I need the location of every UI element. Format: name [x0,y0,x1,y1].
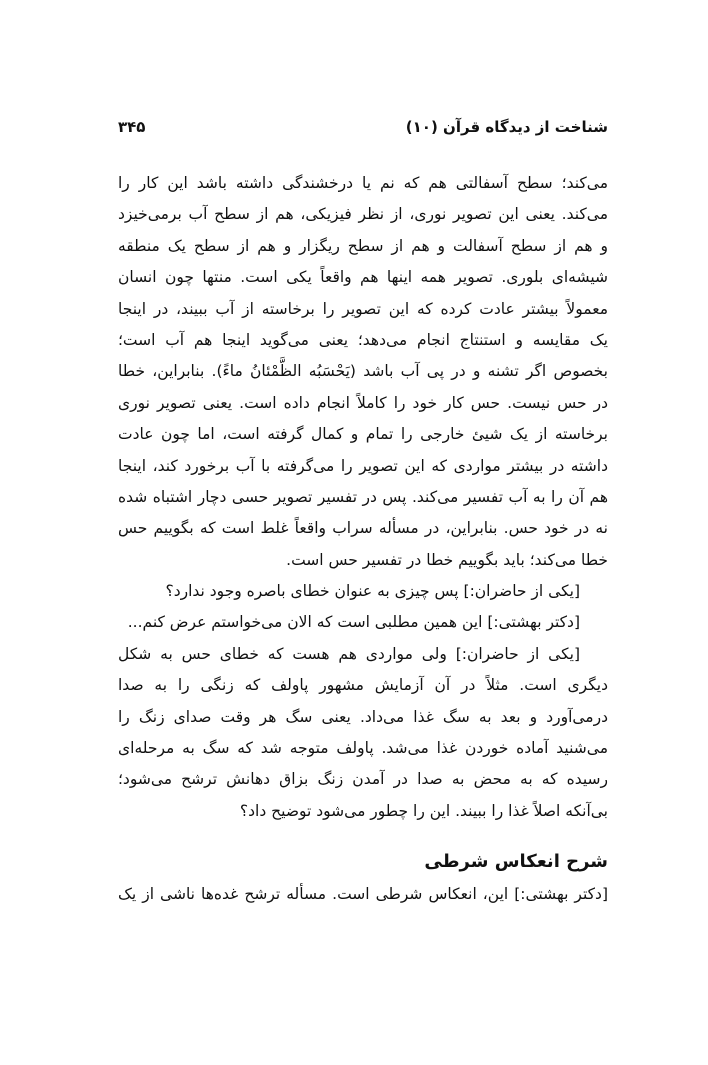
spacer [118,827,608,845]
text-line: دیگری است. مثلاً در آن آزمایش مشهور پاولف که زنگی را به صدا [118,676,608,695]
text-line: بی‌آنکه اصلاً غذا را ببیند. این را چطور می‌شود توضیح داد؟ [239,801,608,820]
text-line: شیشه‌ای بلوری. تصویر همه اینها هم واقعاً یکی است. منتها چون انسان [118,268,608,287]
text-line: خطا می‌کند؛ باید بگوییم خطا در تفسیر حس است. [286,550,608,569]
paragraph [118,639,608,827]
text-line: می‌کند؛ سطح آسفالتی هم که نم یا درخشندگی داشته باشد این کار را [118,174,608,192]
text-line: در حس نیست. حس کار خود را کاملاً انجام داده است. یعنی تصویر نوری [118,393,608,412]
text-line: معمولاً بیشتر عادت کرده که این تصویر را برخاسته از آب ببیند، در اینجا [118,299,608,318]
text-line: [یکی از حاضران:] ولی مواردی هم هست که خطای حس به شکل [118,644,580,663]
dialogue-line: [دکتر بهشتی:] این همین مطلبی است که الان می‌خواستم عرض کنم... [127,613,580,632]
text-line: بخصوص اگر تشنه و در پی آب باشد (یَحْسَبُه الظَّمْئانُ ماءً). بنابراین، خطا [118,362,608,381]
text-line: برخاسته از یک شیئ خارجی را تمام و کمال گرفته است، اما چون عادت [118,425,608,444]
text-line: می‌شنید آماده خوردن غذا می‌شد. پاولف متوجه شد که سگ به مرحله‌ای [118,739,608,758]
text-line: می‌کند. یعنی این تصویر نوری، از نظر فیزیکی، هم از سطح آب برمی‌خیزد [118,205,608,224]
dialogue-line: [یکی از حاضران:] پس چیزی به عنوان خطای باصره وجود ندارد؟ [165,582,580,601]
text-line: درمی‌آورد و بعد به سگ غذا می‌داد. یعنی سگ هر وقت صدای زنگ را [118,707,608,726]
text-line: یک مقایسه و استنتاج انجام می‌دهد؛ یعنی می‌گوید اینجا هم آب است؛ [118,330,608,349]
text-line: هم آن را به آب تفسیر می‌کند. پس در تفسیر تصویر حسی دچار اشتباه شده [118,487,608,506]
running-header-title: شناخت از دیدگاه قرآن (۱۰) [405,118,608,136]
text-line: رسیده که به محض به صدا در آمدن زنگ بزاق دهانش ترشح می‌شود؛ [118,770,608,789]
text-line: [دکتر بهشتی:] این، انعکاس شرطی است. مسأله ترشح غده‌ها ناشی از یک [118,885,608,904]
page-number: ۳۴۵ [118,118,146,136]
page-body [118,168,608,911]
text-line: نه در خود حس. بنابراین، در مسأله سراب واقعاً غلط است که بگوییم حس [118,519,608,538]
section-heading: شرح انعکاس شرطی [424,851,608,873]
text-line: داشته در بیشتر مواردی که این تصویر را می‌گرفته با آب برخورد کند، اینجا [118,456,608,475]
paragraph [118,168,608,576]
running-header [118,118,608,142]
text-line: و هم از سطح آسفالت و هم از سطح ریگزار و هم از سطح یک منطقه [118,236,608,255]
